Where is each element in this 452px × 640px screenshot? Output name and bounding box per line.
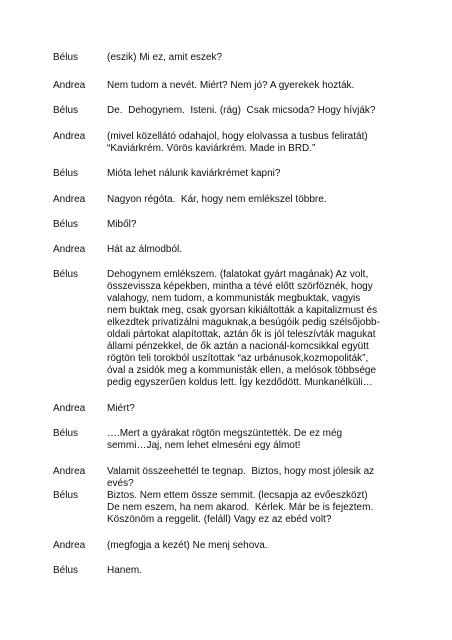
dialogue-text: Valamit összeehettél te tegnap. Biztos, hogy most jólesik az: [107, 466, 375, 477]
dialogue-text: rögtön teli torokból uszítottak “az urbánusok,kozmopoliták”,: [107, 353, 369, 364]
dialogue-text: Miből?: [107, 219, 137, 230]
dialogue-text: De. Dehogynem. Isteni. (rág) Csak micsoda? Hogy hívják?: [107, 105, 376, 116]
dialogue-line: [0, 402, 452, 415]
dialogue-text: Nem tudom a nevét. Miért? Nem jó? A gyerekek hozták.: [107, 80, 355, 91]
dialogue-line: [0, 79, 452, 92]
dialogue-line-continued: [0, 513, 452, 526]
dialogue-text: nem buktak meg, csak gyorsan kikiáltották a kapitalizmust és: [107, 305, 378, 316]
speaker-name: Bélus: [53, 168, 79, 179]
speaker-name: Andrea: [53, 540, 86, 551]
dialogue-text: elkezdtek privatizálni maguknak,a besúgóik pedig szélsőjobb-: [107, 317, 380, 328]
dialogue-text: Nagyon régóta. Kár, hogy nem emlékszel többre.: [107, 194, 327, 205]
speaker-name: Bélus: [53, 565, 79, 576]
dialogue-text: Hanem.: [107, 565, 143, 576]
speaker-name: Bélus: [53, 269, 79, 280]
dialogue-line: [0, 243, 452, 256]
dialogue-line: [0, 539, 452, 552]
speaker-name: Andrea: [53, 194, 86, 205]
dialogue-text: evés?: [107, 478, 134, 489]
dialogue-line: [0, 104, 452, 117]
dialogue-text: pedig egyszerűen koldus lett. Így kezdődött. Munkanélküli…: [107, 377, 373, 388]
dialogue-line: [0, 193, 452, 206]
speaker-name: Bélus: [53, 490, 79, 501]
speaker-name: Andrea: [53, 131, 86, 142]
dialogue-text: óval a zsidók meg a kommunisták ellen, a melósok többsége: [107, 365, 377, 376]
dialogue-text: (megfogja a kezét) Ne menj sehova.: [107, 540, 268, 551]
dialogue-text: Köszönöm a reggelit. (feláll) Vagy ez az ebéd volt?: [107, 514, 332, 525]
dialogue-line-continued: [0, 142, 452, 155]
speaker-name: Bélus: [53, 52, 79, 63]
speaker-name: Andrea: [53, 466, 86, 477]
dialogue-text: összevissza képekben, mintha a tévé előtt szörföznék, hogy: [107, 281, 373, 292]
dialogue-text: Miért?: [107, 403, 135, 414]
dialogue-text: (eszik) Mi ez, amit eszek?: [107, 52, 223, 63]
dialogue-text: Hát az álmodból.: [107, 244, 183, 255]
dialogue-text: Biztos. Nem ettem össze semmit. (lecsapja az evőeszközt): [107, 490, 368, 501]
dialogue-text: Dehogynem emlékszem. (falatokat gyárt magának) Az volt,: [107, 269, 369, 280]
speaker-name: Andrea: [53, 403, 86, 414]
speaker-name: Andrea: [53, 80, 86, 91]
dialogue-text: oldali pártokat alapítottak, aztán ők is jól teleszívták magukat: [107, 329, 376, 340]
dialogue-text: De nem eszem, ha nem akarod. Kérlek. Már be is fejeztem.: [107, 502, 374, 513]
dialogue-text: ….Mert a gyárakat rögtön megszüntették. De ez még: [107, 428, 343, 439]
speaker-name: Andrea: [53, 244, 86, 255]
dialogue-text: “Kaviárkrém. Vörös kaviárkrém. Made in BRD.”: [107, 143, 316, 154]
dialogue-text: Mióta lehet nálunk kaviárkrémet kapni?: [107, 168, 281, 179]
dialogue-text: semmi…Jaj, nem lehet elmeséni egy álmot!: [107, 440, 301, 451]
dialogue-line-continued: [0, 439, 452, 452]
dialogue-line: [0, 218, 452, 231]
dialogue-text: (mivel közellátó odahajol, hogy elolvassa a tusbus feliratát): [107, 131, 368, 142]
speaker-name: Bélus: [53, 219, 79, 230]
speaker-name: Bélus: [53, 105, 79, 116]
dialogue-line-continued: [0, 376, 452, 389]
dialogue-line: [0, 564, 452, 577]
dialogue-text: állami pénzekkel, de ők aztán a nacionál-komcsikkal együtt: [107, 341, 369, 352]
dialogue-text: valahogy, nem tudom, a kommunisták megbuktak, vagyis: [107, 293, 361, 304]
dialogue-line: [0, 51, 452, 64]
speaker-name: Bélus: [53, 428, 79, 439]
dialogue-line: [0, 167, 452, 180]
